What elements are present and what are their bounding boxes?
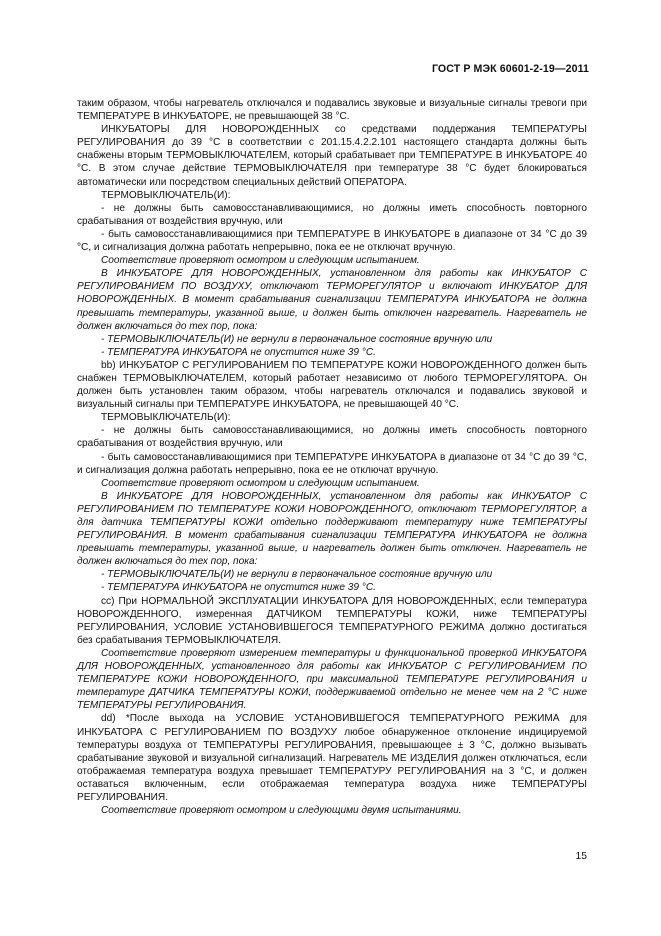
paragraph: В ИНКУБАТОРЕ ДЛЯ НОВОРОЖДЕННЫХ, установленном для работы как ИНКУБАТОР С РЕГУЛИРОВАНИЕМ ПО ТЕМПЕРАТУРЕ КОЖИ НОВОРОЖДЕННОГО, отключают ТЕРМОРЕГУЛЯТОР, а для датчика ТЕМПЕРАТУРЫ КОЖИ отдельно поддерживают температуру ниже ТЕМПЕРАТУРЫ РЕГУЛИРОВАНИЯ. В момент срабатывания сигнализации ТЕМПЕРАТУРА ИНКУБАТОРА не должна превышать температуры, указанной выше, и нагреватель должен быть отключен. Нагреватель не должен включаться до тех пор, пока: xyxy=(77,490,587,568)
paragraph: - ТЕРМОВЫКЛЮЧАТЕЛЬ(И) не вернули в первоначальное состояние вручную или xyxy=(101,569,493,581)
paragraph: - ТЕМПЕРАТУРА ИНКУБАТОРА не опустится ниже 39 °С. xyxy=(101,582,376,594)
paragraph: - быть самовосстанавливающимися при ТЕМПЕРАТУРЕ ИНКУБАТОРА в диапазоне от 34 °С до 39 °С, и сигнализация должна работать непрерывно, пока ее не отключат вручную. xyxy=(77,451,587,476)
paragraph: cc) При НОРМАЛЬНОЙ ЭКСПЛУАТАЦИИ ИНКУБАТОРА ДЛЯ НОВОРОЖДЕННЫХ, если температура НОВОРОЖДЕННОГО, измеренная ДАТЧИКОМ ТЕМПЕРАТУРЫ КОЖИ, ниже ТЕМПЕРАТУРЫ РЕГУЛИРОВАНИЯ, УСЛОВИЕ УСТАНОВИВШЕГОСЯ ТЕМПЕРАТУРНОГО РЕЖИМА должно достигаться без срабатывания ТЕРМОВЫКЛЮЧАТЕЛЯ. xyxy=(77,595,587,646)
paragraph: - ТЕМПЕРАТУРА ИНКУБАТОРА не опустится ниже 39 °С. xyxy=(101,346,376,358)
paragraph: - не должны быть самовосстанавливающимися, но должны иметь способность повторного срабатывания от воздействия вручную, или xyxy=(77,425,587,450)
page-number: 15 xyxy=(575,851,587,862)
paragraph: В ИНКУБАТОРЕ ДЛЯ НОВОРОЖДЕННЫХ, установленном для работы как ИНКУБАТОР С РЕГУЛИРОВАНИЕМ ПО ВОЗДУХУ, отключают ТЕРМОРЕГУЛЯТОР и включают ИНКУБАТОР ДЛЯ НОВОРОЖДЕННЫХ. В момент срабатывания сигнализации ТЕМПЕРАТУРА ИНКУБАТОРА не должна превышать температуры, указанной выше, и должен быть отключен нагреватель. Нагреватель не должен включаться до тех пор, пока: xyxy=(77,268,587,332)
paragraph: - не должны быть самовосстанавливающимися, но должны иметь способность повторного срабатывания от воздействия вручную, или xyxy=(77,202,587,227)
paragraph: Соответствие проверяют осмотром и следующим испытанием. xyxy=(101,255,420,267)
paragraph: Соответствие проверяют осмотром и следующим испытанием. xyxy=(101,477,420,489)
paragraph: ИНКУБАТОРЫ ДЛЯ НОВОРОЖДЕННЫХ со средствами поддержания ТЕМПЕРАТУРЫ РЕГУЛИРОВАНИЯ до 39 °С в соответствии с 201.15.4.2.2.101 настоящего стандарта должны быть снабжены вторым ТЕРМОВЫКЛЮЧАТЕЛЕМ, который срабатывает при ТЕМПЕРАТУРЕ В ИНКУБАТОРЕ 40 °С. В этом случае действие ТЕРМОВЫКЛЮЧАТЕЛЯ при температуре 38 °С будет блокироваться автоматически или посредством специальных действий ОПЕРАТОРА. xyxy=(77,124,587,188)
paragraph: - быть самовосстанавливающимися при ТЕМПЕРАТУРЕ В ИНКУБАТОРЕ в диапазоне от 34 °С до 39 °С, и сигнализация должна работать непрерывно, пока ее не отключат вручную. xyxy=(77,228,587,254)
paragraph: ТЕРМОВЫКЛЮЧАТЕЛЬ(И): xyxy=(101,412,231,424)
paragraph: Соответствие проверяют осмотром и следующими двумя испытаниями. xyxy=(101,805,462,817)
document-body xyxy=(77,97,587,817)
paragraph: bb) ИНКУБАТОР С РЕГУЛИРОВАНИЕМ ПО ТЕМПЕРАТУРЕ КОЖИ НОВОРОЖДЕННОГО должен быть снабжен ТЕРМОВЫКЛЮЧАТЕЛЕМ, который работает независимо от любого ТЕРМОРЕГУЛЯТОРА. Он должен быть установлен таким образом, чтобы нагреватель отключался и подавались звуковой и визуальный сигналы при ТЕМПЕРАТУРЕ ИНКУБАТОРА, не превышающей 40 °С. xyxy=(77,359,587,411)
paragraph: таким образом, чтобы нагреватель отключался и подавались звуковые и визуальные сигналы тревоги при ТЕМПЕРАТУРЕ В ИНКУБАТОРЕ, не превышающей 38 °С. xyxy=(77,98,587,123)
paragraph: ТЕРМОВЫКЛЮЧАТЕЛЬ(И): xyxy=(101,189,231,201)
paragraph: dd) *После выхода на УСЛОВИЕ УСТАНОВИВШЕГОСЯ ТЕМПЕРАТУРНОГО РЕЖИМА для ИНКУБАТОРА С РЕГУЛИРОВАНИЕМ ПО ВОЗДУХУ любое обнаруженное отклонение индицируемой температуры воздуха от ТЕМПЕРАТУРЫ РЕГУЛИРОВАНИЯ, превышающее ± 3 °С, должно вызывать срабатывание звуковой и визуальной сигнализаций. Нагреватель МЕ ИЗДЕЛИЯ должен отключаться, если отображаемая температура воздуха превышает ТЕМПЕРАТУРУ РЕГУЛИРОВАНИЯ на 3 °С, и должен оставаться включенным, если отображаемая температура воздуха ниже ТЕМПЕРАТУРЫ РЕГУЛИРОВАНИЯ. xyxy=(77,713,587,803)
paragraph: Соответствие проверяют измерением температуры и функциональной проверкой ИНКУБАТОРА ДЛЯ НОВОРОЖДЕННЫХ, установленного для работы как ИНКУБАТОР С РЕГУЛИРОВАНИЕМ ПО ТЕМПЕРАТУРЕ КОЖИ НОВОРОЖДЕННОГО, при максимальной ТЕМПЕРАТУРЕ РЕГУЛИРОВАНИЯ и температуре ДАТЧИКА ТЕМПЕРАТУРЫ КОЖИ, поддерживаемой отдельно не менее чем на 2 °С ниже ТЕМПЕРАТУРЫ РЕГУЛИРОВАНИЯ. xyxy=(77,647,587,712)
paragraph: - ТЕРМОВЫКЛЮЧАТЕЛЬ(И) не вернули в первоначальное состояние вручную или xyxy=(101,333,493,345)
standard-header: ГОСТ Р МЭК 60601-2-19—2011 xyxy=(431,63,589,75)
